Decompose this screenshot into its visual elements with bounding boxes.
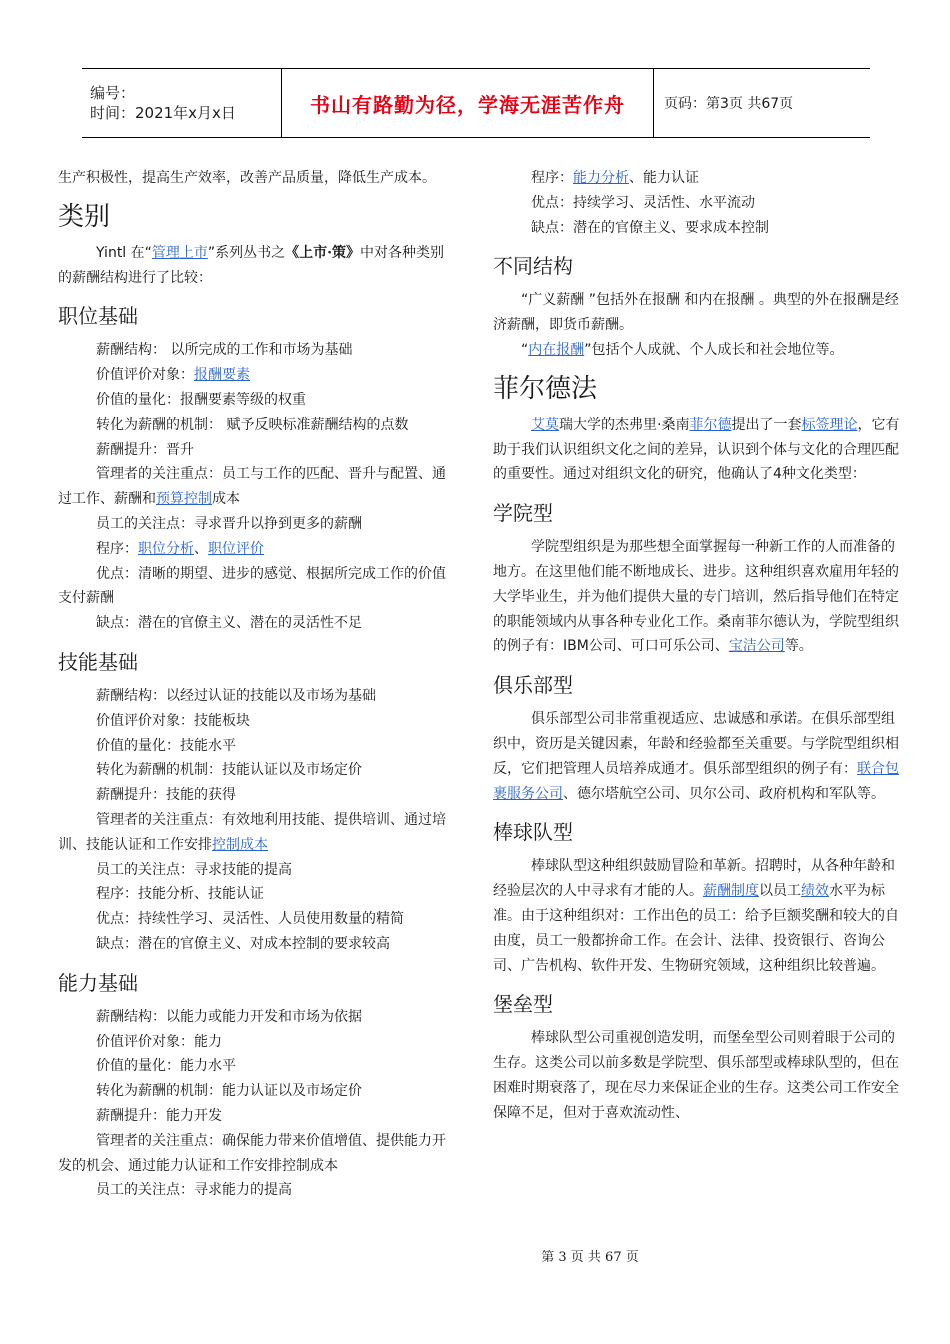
ability-line-3: 价值的量化：能力水平: [96, 1058, 236, 1075]
heading-ability-based: 能力基础: [58, 970, 138, 995]
ability-line-4: 转化为薪酬的机制：能力认证以及市场定价: [96, 1083, 362, 1100]
struct-paragraph-1: “广义薪酬 ”包括外在报酬 和内在报酬 。典型的外在报酬是经济薪酬，即货币薪酬。: [493, 292, 899, 334]
ability-line-7: 员工的关注点：寻求能力的提高: [96, 1182, 292, 1199]
position-line-10: 缺点：潜在的官僚主义、潜在的灵活性不足: [96, 615, 362, 632]
header-motto: 书山有路勤为径，学海无涯苦作舟: [310, 92, 625, 117]
skill-line-1: 薪酬结构：以经过认证的技能以及市场为基础: [96, 687, 376, 704]
ability-line-5: 薪酬提升：能力开发: [96, 1107, 222, 1124]
doc-number-label: 编号：: [90, 84, 136, 102]
fortress-paragraph: 棒球队型公司重视创造发明，而堡垒型公司则着眼于公司的生存。这类公司以前多数是学院型、俱乐部型或棒球队型的，但在困难时期衰落了，现在尽力来保证企业的生存。这类公司工作安全保障不足，但对于喜欢流动性、: [493, 1030, 899, 1121]
page-header: [82, 68, 870, 138]
link-baochou-yaosu[interactable]: 报酬要素: [194, 367, 250, 384]
club-paragraph: [493, 707, 903, 806]
position-line-8-text: 程序：: [96, 540, 138, 557]
heading-academy-type: 学院型: [493, 501, 553, 526]
struct-paragraph-2: [493, 338, 903, 363]
link-neizai-baochou[interactable]: 内在报酬: [528, 341, 585, 358]
header-meta: [82, 69, 282, 137]
struct-p2-quote: “: [521, 341, 529, 358]
link-yusuan-kongzhi[interactable]: 预算控制: [156, 491, 212, 508]
heading-different-structure: 不同结构: [493, 254, 573, 279]
right-column: [493, 166, 903, 1126]
position-line-6: [58, 462, 458, 512]
position-line-8-sep: 、: [194, 540, 208, 557]
ability-line-8-text: 程序：: [531, 170, 573, 186]
link-nengli-fenxi[interactable]: 能力分析: [573, 170, 629, 186]
link-xinchou-zhidu[interactable]: 薪酬制度: [703, 883, 759, 900]
heading-category: 类别: [58, 201, 111, 232]
ability-line-1: 薪酬结构：以能力或能力开发和市场为依据: [96, 1008, 362, 1025]
left-column: [58, 166, 458, 1203]
doc-time-label: 时间：2021年x月x日: [90, 104, 236, 122]
header-page-label: 页码：第3页 共67页: [664, 96, 794, 112]
link-guanli-shangshi[interactable]: 管理上市: [151, 244, 208, 261]
skill-line-8: 程序：技能分析、技能认证: [96, 886, 264, 903]
heading-position-based: 职位基础: [58, 304, 138, 329]
heading-club-type: 俱乐部型: [493, 673, 573, 698]
skill-line-3: 价值的量化：技能水平: [96, 737, 236, 754]
header-motto-cell: [282, 69, 654, 137]
field-text-c: ，它有助于我们认识组织文化之间的差异，认识到个体与文化的合理匹配的重要性。通过对组织文化的研究，他确认了4种文化类型：: [493, 416, 900, 483]
category-paragraph: [58, 241, 458, 291]
position-line-7: 员工的关注点：寻求晋升以挣到更多的薪酬: [96, 515, 362, 532]
category-text-c: 中对各种类别的薪酬结构进行了比较：: [58, 244, 445, 286]
category-text-a: Yintl 在“: [96, 244, 152, 261]
skill-line-2: 价值评价对象：技能板块: [96, 712, 250, 729]
position-line-1: 薪酬结构： 以所完成的工作和市场为基础: [96, 342, 353, 359]
baseball-text-b: 以员工: [759, 883, 801, 900]
ability-line-2: 价值评价对象：能力: [96, 1033, 222, 1050]
field-paragraph: [493, 413, 903, 487]
skill-line-6: [58, 808, 458, 858]
position-line-9: 优点：清晰的期望、进步的感觉、根据所完成工作的价值支付薪酬: [58, 565, 446, 607]
link-jixiao[interactable]: 绩效: [801, 883, 829, 900]
struct-p2-text: ”包括个人成就、个人成长和社会地位等。: [584, 341, 844, 358]
academy-tail: 等。: [784, 638, 813, 655]
position-line-4: 转化为薪酬的机制： 赋予反映标准薪酬结构的点数: [96, 416, 409, 433]
position-line-5: 薪酬提升：晋升: [96, 441, 194, 458]
heading-fortress-type: 堡垒型: [493, 992, 553, 1017]
link-biaoqian-lilun[interactable]: 标签理论: [801, 416, 858, 433]
ability-line-8: [493, 166, 903, 191]
link-feierde[interactable]: 菲尔德: [689, 416, 732, 433]
category-text-b: ”系列丛书之: [207, 244, 286, 261]
club-tail: 、德尔塔航空公司、贝尔公司、政府机构和军队等。: [563, 785, 885, 802]
link-ups[interactable]: 联合包裹服务公司: [493, 760, 899, 802]
ability-line-9: 优点：持续学习、灵活性、水平流动: [531, 194, 755, 211]
ability-line-8-tail: 、能力认证: [629, 170, 699, 186]
position-line-3: 价值的量化：报酬要素等级的权重: [96, 391, 306, 408]
skill-line-7: 员工的关注点：寻求技能的提高: [96, 861, 292, 878]
position-line-6-tail: 成本: [212, 491, 240, 508]
baseball-text-c: 水平为标准。由于这种组织对：工作出色的员工：给予巨额奖酬和较大的自由度，员工一般都拚命工作。在会计、法律、投资银行、咨询公司、广告机构、软件开发、生物研究领域，这种组织比较普遍。: [493, 883, 899, 974]
skill-line-4: 转化为薪酬的机制：技能认证以及市场定价: [96, 762, 362, 779]
heading-skill-based: 技能基础: [58, 649, 138, 674]
baseball-paragraph: [493, 854, 903, 978]
position-line-6-text: 管理者的关注重点：员工与工作的匹配、晋升与配置、通过工作、薪酬和: [58, 466, 446, 508]
field-text-a: 瑞大学的杰弗里·桑南: [559, 416, 690, 433]
club-text: 俱乐部型公司非常重视适应、忠诚感和承诺。在俱乐部型组织中，资历是关键因素，年龄和经验都至关重要。与学院型组织相反，它们把管理人员培养成通才。俱乐部型组织的例子有：: [493, 711, 899, 777]
position-line-8: [58, 537, 458, 562]
heading-baseball-type: 棒球队型: [493, 820, 573, 845]
heading-field-method: 菲尔德法: [493, 373, 598, 404]
link-baojie[interactable]: 宝洁公司: [728, 638, 785, 655]
skill-line-10: 缺点：潜在的官僚主义、对成本控制的要求较高: [96, 935, 390, 952]
book-title: 《上市·策》: [285, 244, 361, 261]
page-footer: 第 3 页 共 67 页: [541, 1250, 639, 1265]
skill-line-9: 优点：持续性学习、灵活性、人员使用数量的精简: [96, 911, 404, 928]
skill-line-6-text: 管理者的关注重点：有效地利用技能、提供培训、通过培训、技能认证和工作安排: [58, 811, 446, 853]
link-aimo[interactable]: 艾莫: [531, 416, 559, 433]
ability-line-6: 管理者的关注重点：确保能力带来价值增值、提供能力开发的机会、通过能力认证和工作安排控制成本: [58, 1132, 446, 1174]
link-zhiwei-pingjia[interactable]: 职位评价: [208, 540, 264, 557]
header-page-cell: [654, 69, 870, 137]
link-kongzhi-chengben[interactable]: 控制成本: [212, 836, 268, 853]
position-line-2: [58, 363, 458, 388]
intro-continue-text: 生产积极性，提高生产效率，改善产品质量，降低生产成本。: [58, 170, 436, 186]
academy-text: 学院型组织是为那些想全面掌握每一种新工作的人而准备的地方。在这里他们能不断地成长、进步。这种组织喜欢雇用年轻的大学毕业生，并为他们提供大量的专门培训，然后指导他们在特定的职能领域内从事各种专业化工作。桑南菲尔德认为，学院型组织的例子有：IBM公司、可口可乐公司、: [493, 539, 899, 655]
baseball-text-a: 棒球队型这种组织鼓励冒险和革新。招聘时，从各种年龄和经验层次的人中寻求有才能的人。: [493, 858, 895, 900]
skill-line-5: 薪酬提升：技能的获得: [96, 787, 236, 804]
ability-line-10: 缺点：潜在的官僚主义、要求成本控制: [531, 219, 769, 236]
field-text-b: 提出了一套: [731, 416, 802, 433]
link-zhiwei-fenxi[interactable]: 职位分析: [138, 540, 194, 557]
academy-paragraph: [493, 535, 903, 659]
position-line-2-text: 价值评价对象：: [96, 367, 194, 384]
